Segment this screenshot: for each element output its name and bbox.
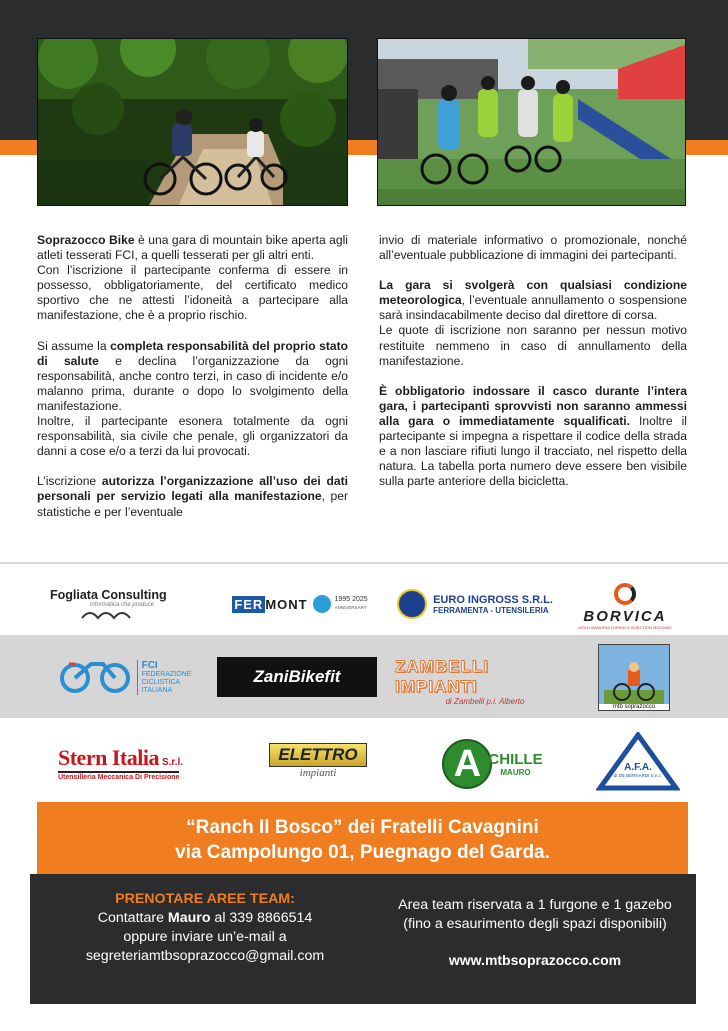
rules-column-right [379,233,687,489]
team-area-note-1: Area team riservata a 1 furgone e 1 gazebo [398,897,672,913]
website-link[interactable]: www.mtbsoprazocco.com [448,952,622,968]
fci-line2: CICLISTICA [141,678,181,686]
sponsor-row-3 [0,718,728,803]
fci-line3: ITALIANA [141,686,173,694]
team-area-info [30,874,696,1004]
zanibikefit-name: ZaniBikefit [253,667,341,686]
booking-info [30,890,380,966]
rules-text: Le quote di iscrizione non saranno per nessun motivo restituite nemmeno in caso di annullamento della manifestazione. [379,323,687,368]
rules-text: Si assume la [37,338,111,353]
event-name: Soprazocco Bike [37,233,135,247]
euro-stars-icon [397,589,427,619]
borvica-emblem-icon [614,583,636,605]
fermont-name-a: FER [234,596,264,612]
afa-name: A.F.A. [624,762,652,773]
borvica-name: BORVICA [583,607,667,625]
logo-stern-italia [58,740,213,785]
euro-ingross-sub: FERRAMENTA - UTENSILERIA [433,605,549,615]
elettro-sub: impianti [299,766,337,779]
venue-address: via Campolungo 01, Puegnago del Garda. [175,842,550,863]
logo-borvica [565,576,685,636]
venue-banner [37,802,688,874]
logo-zanibikefit [217,657,377,697]
logo-afa [596,732,680,792]
rules-bold-text: completa responsabilità del proprio stato di salute [37,338,349,368]
fci-bike-icon [59,660,131,694]
stern-srl: S.r.l. [161,756,184,768]
fogliata-name: Fogliata Consulting [50,588,167,602]
fci-short: FCI [141,659,158,671]
rules-text: è una gara di mountain bike aperta agli atleti tesserati FCI, a quelli tesserati per gli altri enti. [37,233,348,263]
zambelli-name: ZAMBELLI IMPIANTI [395,656,489,696]
rules-column-left [37,233,348,520]
rules-text: , per statistiche e per l’eventuale [37,489,348,519]
photo-forest-riders [37,38,348,206]
booking-title: PRENOTARE AREE TEAM: [115,891,295,907]
rules-bold-text: È obbligatorio indossare il casco durante l’intera gara, i partecipanti sprovvisti non saranno ammessi alla gara o immediatamente squalificati. [379,383,687,428]
logo-mtb-soprazocco [598,644,670,711]
booking-email-intro: oppure inviare un’e-mail a [123,929,287,945]
logo-achille-mauro [440,734,545,794]
booking-contact-name: Mauro [167,910,211,926]
photo-race-start [377,38,686,206]
fermont-years: 1995 2025 [334,596,368,603]
rules-text: L’iscrizione [37,474,102,489]
achille-name: CHILLE [488,751,543,768]
stern-sub: Utensilleria Meccanica Di Precisione [58,771,179,781]
mtb-cartoon-icon [604,660,664,704]
sponsor-row-2 [0,635,728,718]
rules-text: Inoltre, il partecipante esonera totalmente da ogni responsabilità, sia civile che penale, gli organizzatori da danni a cose e/o a terzi da lui provocati. [37,414,348,459]
logo-fogliata-consulting [50,584,195,624]
logo-euro-ingross [395,584,555,624]
fci-line1: FEDERAZIONE [141,670,192,678]
rules-text: invio di materiale informativo o promozionale, nonché all’eventuale pubblicazione di immagini dei partecipanti. [379,233,687,263]
achille-sub: MAURO [500,768,531,777]
fermont-30-icon [313,595,331,613]
rules-text: Inoltre il partecipante si impegna a rispettare il codice della strada e a non lasciare rifiuti lungo il tracciato, nel rispetto della natura. La tabella porta numero deve essere ben visibile sulla parte anteriore della bicicletta. [379,413,687,489]
fogliata-tagline: informatica che produce [90,602,155,608]
venue-name: “Ranch Il Bosco” dei Fratelli Cavagnini [186,817,539,838]
zambelli-sub: di Zambelli p.i. Alberto [445,696,525,706]
booking-phone: al 339 8866514 [210,910,313,926]
team-area-note-2: (fino a esaurimento degli spazi disponibili) [403,916,667,932]
booking-email[interactable]: segreteriamtbsoprazocco@gmail.com [85,948,325,964]
fermont-anniversary: ANNIVERSARY [334,605,367,610]
rules-text: Con l’iscrizione il partecipante conferma di essere in possesso, obbligatoriamente, del certificato medico sportivo che ne attesti l’idoneità a partecipare alla manifestazione, che è a proprio rischio. [37,263,348,323]
afa-sub: di DE BERNARDI S.n.c. [613,773,663,778]
mtb-soprazocco-name: mtb soprazocco [599,704,669,710]
rules-bold-text: La gara si svolgerà con qualsiasi condizione meteorologica [379,278,687,308]
logo-fci [50,657,200,697]
team-area-notes [380,896,690,970]
borvica-sub: MOLD MANUFACTURING & INJECTION MOLDING [578,624,672,630]
achille-a-icon: A [442,739,492,789]
rules-text: e declina l’organizzazione da ogni responsabilità, anche contro terzi, in caso di incidente e/o malanno prima, durante o dopo lo svolgimento della manifestazione. [37,353,349,413]
sponsor-row-1 [0,562,728,645]
elettro-name: ELETTRO [269,743,366,767]
logo-elettro-impianti [258,738,378,783]
stern-italia-name: Stern Italia [58,744,159,770]
fermont-name-b: MONT [265,596,308,612]
rules-text: , l’eventuale annullamento o sospensione sarà insindacabilmente deciso dal direttore di corsa. [379,293,687,323]
euro-ingross-name: EURO INGROSS S.R.L. [433,593,553,606]
booking-contact-text: Contattare [97,910,168,926]
rules-bold-text: autorizza l’organizzazione all’uso dei dati personali per servizio legati alla manifestazione [37,474,348,504]
logo-fermont [225,589,375,619]
logo-zambelli-impianti [395,656,575,706]
